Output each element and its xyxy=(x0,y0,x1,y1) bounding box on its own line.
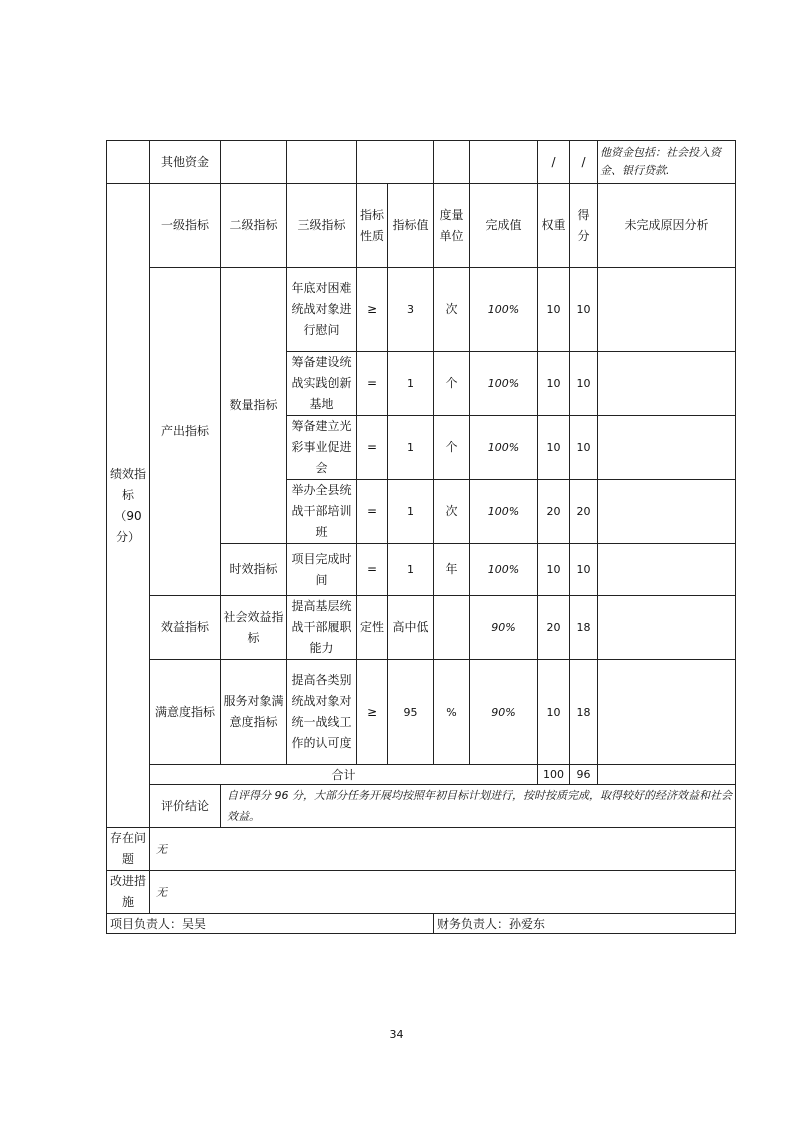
indicator-score: 18 xyxy=(570,660,598,765)
indicator-name: 提高各类别统战对象对统一战线工作的认可度 xyxy=(287,660,357,765)
header-unit: 度量单位 xyxy=(434,184,470,268)
indicator-unit: % xyxy=(434,660,470,765)
indicator-value: 95 xyxy=(388,660,434,765)
indicator-unit xyxy=(434,596,470,660)
header-row xyxy=(107,184,736,268)
indicator-value: 1 xyxy=(388,416,434,480)
other-funds-score: / xyxy=(570,141,598,184)
indicator-name: 提高基层统战干部履职能力 xyxy=(287,596,357,660)
project-lead: 项目负责人：吴昊 xyxy=(107,914,434,934)
issues-row xyxy=(107,828,736,871)
issues-text: 无 xyxy=(150,828,736,871)
group-satisfaction: 满意度指标 xyxy=(150,660,221,765)
indicator-unit: 次 xyxy=(434,268,470,352)
indicator-value: 1 xyxy=(388,480,434,544)
group-benefit: 效益指标 xyxy=(150,596,221,660)
indicator-weight: 10 xyxy=(538,268,570,352)
indicator-nature: = xyxy=(357,352,388,416)
improvements-text: 无 xyxy=(150,871,736,914)
indicator-name: 筹备建设统战实践创新基地 xyxy=(287,352,357,416)
indicator-weight: 10 xyxy=(538,660,570,765)
header-level3: 三级指标 xyxy=(287,184,357,268)
indicator-nature: = xyxy=(357,544,388,596)
indicator-actual: 100% xyxy=(470,268,538,352)
signature-row xyxy=(107,914,736,934)
header-value: 指标值 xyxy=(388,184,434,268)
issues-label: 存在问题 xyxy=(107,828,150,871)
indicator-actual: 90% xyxy=(470,596,538,660)
group-timeliness: 时效指标 xyxy=(221,544,287,596)
header-reason: 未完成原因分析 xyxy=(598,184,736,268)
group-social-benefit: 社会效益指标 xyxy=(221,596,287,660)
indicator-actual: 100% xyxy=(470,416,538,480)
indicator-nature: 定性 xyxy=(357,596,388,660)
indicator-unit: 个 xyxy=(434,416,470,480)
header-score: 得分 xyxy=(570,184,598,268)
perf-indicator-label: 绩效指标（90分） xyxy=(107,184,150,828)
indicator-reason xyxy=(598,416,736,480)
indicator-actual: 90% xyxy=(470,660,538,765)
indicator-weight: 20 xyxy=(538,596,570,660)
indicator-value: 高中低 xyxy=(388,596,434,660)
total-weight: 100 xyxy=(538,765,570,785)
other-funds-label: 其他资金 xyxy=(150,141,221,184)
total-score: 96 xyxy=(570,765,598,785)
header-actual: 完成值 xyxy=(470,184,538,268)
indicator-value: 3 xyxy=(388,268,434,352)
indicator-score: 10 xyxy=(570,544,598,596)
other-funds-note: 他资金包括：社会投入资金、银行贷款. xyxy=(598,141,736,184)
other-funds-row xyxy=(107,141,736,184)
indicator-reason xyxy=(598,268,736,352)
indicator-actual: 100% xyxy=(470,544,538,596)
indicator-weight: 10 xyxy=(538,544,570,596)
header-nature: 指标性质 xyxy=(357,184,388,268)
indicator-value: 1 xyxy=(388,544,434,596)
indicator-score: 10 xyxy=(570,416,598,480)
total-row xyxy=(107,765,736,785)
table-row xyxy=(107,596,736,660)
indicator-score: 10 xyxy=(570,352,598,416)
indicator-score: 10 xyxy=(570,268,598,352)
indicator-value: 1 xyxy=(388,352,434,416)
indicator-weight: 20 xyxy=(538,480,570,544)
conclusion-label: 评价结论 xyxy=(150,785,221,828)
group-service-satisfaction: 服务对象满意度指标 xyxy=(221,660,287,765)
total-label: 合计 xyxy=(150,765,538,785)
conclusion-text: 自评得分 96 分，大部分任务开展均按照年初目标计划进行，按时按质完成，取得较好的经济效益和社会效益。 xyxy=(221,785,736,828)
group-output: 产出指标 xyxy=(150,268,221,596)
indicator-score: 20 xyxy=(570,480,598,544)
indicator-reason xyxy=(598,544,736,596)
indicator-reason xyxy=(598,480,736,544)
improvements-label: 改进措施 xyxy=(107,871,150,914)
indicator-reason xyxy=(598,596,736,660)
group-quantity: 数量指标 xyxy=(221,268,287,544)
indicator-weight: 10 xyxy=(538,352,570,416)
indicator-actual: 100% xyxy=(470,480,538,544)
table-row xyxy=(107,268,736,352)
header-level2: 二级指标 xyxy=(221,184,287,268)
indicator-name: 举办全县统战干部培训班 xyxy=(287,480,357,544)
indicator-nature: ≥ xyxy=(357,268,388,352)
finance-lead: 财务负责人：孙爱东 xyxy=(434,914,736,934)
indicator-name: 年底对困难统战对象进行慰问 xyxy=(287,268,357,352)
indicator-reason xyxy=(598,660,736,765)
conclusion-row xyxy=(107,785,736,828)
other-funds-weight: / xyxy=(538,141,570,184)
indicator-name: 项目完成时间 xyxy=(287,544,357,596)
header-weight: 权重 xyxy=(538,184,570,268)
table-row xyxy=(107,660,736,765)
indicator-actual: 100% xyxy=(470,352,538,416)
header-level1: 一级指标 xyxy=(150,184,221,268)
page-number: 34 xyxy=(389,1028,404,1041)
indicator-score: 18 xyxy=(570,596,598,660)
indicator-unit: 次 xyxy=(434,480,470,544)
indicator-nature: ≥ xyxy=(357,660,388,765)
indicator-nature: = xyxy=(357,480,388,544)
performance-table xyxy=(106,140,736,934)
improvements-row xyxy=(107,871,736,914)
indicator-unit: 个 xyxy=(434,352,470,416)
indicator-name: 筹备建立光彩事业促进会 xyxy=(287,416,357,480)
indicator-weight: 10 xyxy=(538,416,570,480)
indicator-unit: 年 xyxy=(434,544,470,596)
indicator-reason xyxy=(598,352,736,416)
indicator-nature: = xyxy=(357,416,388,480)
